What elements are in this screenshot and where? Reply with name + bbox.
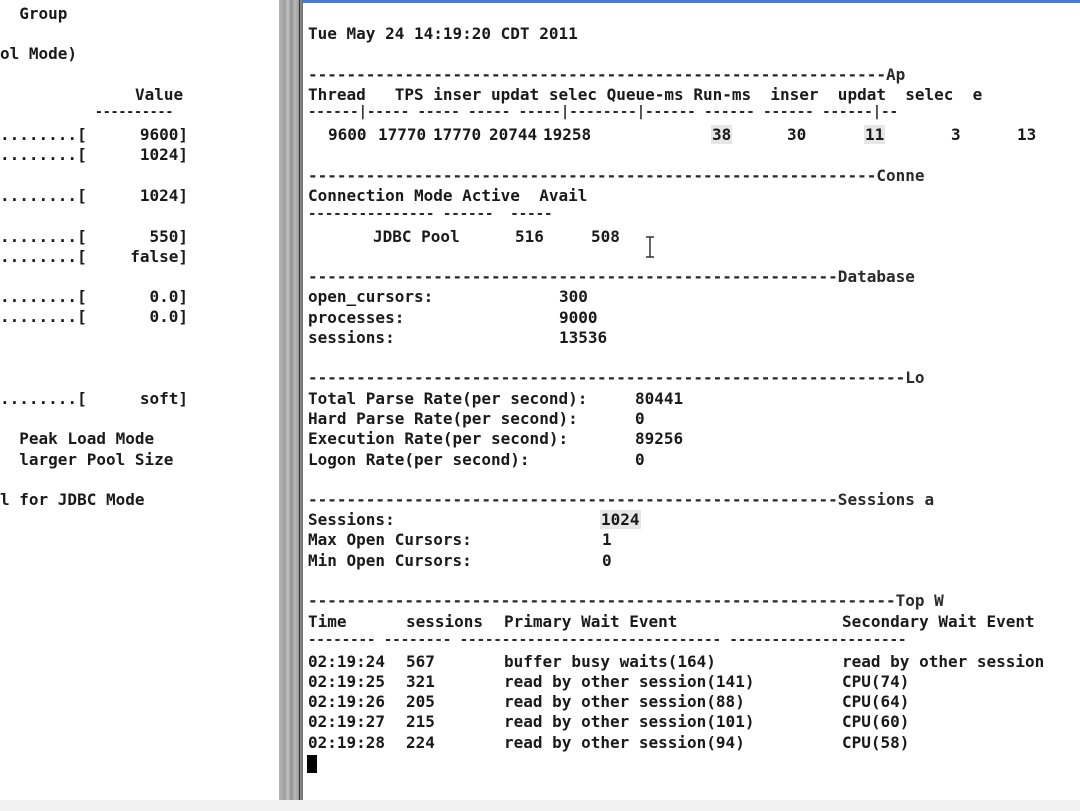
db-param-key: processes: <box>308 308 405 327</box>
top-row-sessions: 321 <box>406 672 435 691</box>
left-param-dots: ........[ <box>0 389 87 408</box>
splitter-line <box>299 0 300 800</box>
left-value-header: Value <box>135 85 184 104</box>
load-metric-key: Total Parse Rate(per second): <box>308 389 588 408</box>
left-param-dots: ........[ <box>0 125 87 144</box>
connection-active-value: 516 <box>515 227 544 246</box>
load-metric-key: Logon Rate(per second): <box>308 450 530 469</box>
left-param-dots: ........[ <box>0 287 87 306</box>
left-note-peak-load: Peak Load Mode <box>0 429 155 448</box>
top-table-separator: -------- -------- ------------------------------- --------------------- <box>308 632 907 648</box>
top-row-time: 02:19:25 <box>308 672 386 691</box>
top-row-primary: read by other session(94) <box>504 733 745 752</box>
left-param-dots: ........[ <box>0 186 87 205</box>
left-param-value: false] <box>130 247 188 266</box>
left-param-value: soft] <box>139 389 188 408</box>
top-row-primary: read by other session(101) <box>504 712 755 731</box>
timestamp: Tue May 24 14:19:20 CDT 2011 <box>308 24 578 43</box>
app-row-updat: 20744 <box>489 125 538 144</box>
top-row-secondary: CPU(74) <box>842 672 910 691</box>
top-header-secondary: Secondary Wait Event <box>842 612 1035 631</box>
connection-avail-value: 508 <box>591 227 620 246</box>
app-row-thread: 9600 <box>328 125 367 144</box>
db-param-key: open_cursors: <box>308 287 434 306</box>
top-wait-section-rule: -------------------------------------------------------------Top W <box>308 591 944 610</box>
left-param-dots: ........[ <box>0 247 87 266</box>
pane-splitter[interactable] <box>279 0 303 800</box>
top-row-secondary: CPU(64) <box>842 692 910 711</box>
app-row-tps: 17770 <box>378 125 427 144</box>
connection-section-rule: -----------------------------------------------------------Conne <box>308 166 925 185</box>
app-row-run-ms: 30 <box>787 125 807 144</box>
left-terminal-pane[interactable] <box>0 0 278 811</box>
app-row-inser: 17770 <box>433 125 482 144</box>
left-note-jdbc-mode: l for JDBC Mode <box>0 490 145 509</box>
top-row-sessions: 205 <box>406 692 435 711</box>
app-row-inser2: 11 <box>865 125 885 144</box>
load-metric-key: Execution Rate(per second): <box>308 429 569 448</box>
top-row-time: 02:19:26 <box>308 692 386 711</box>
left-note-pool-size: larger Pool Size <box>0 450 174 469</box>
left-value-rule: ---------- <box>95 105 174 120</box>
left-mode-label: ol Mode) <box>0 44 78 63</box>
app-row-selec2: 13 <box>1017 125 1037 144</box>
db-param-value: 9000 <box>559 308 598 327</box>
app-row-updat2: 3 <box>951 125 961 144</box>
left-param-value: 550] <box>149 227 188 246</box>
load-metric-key: Hard Parse Rate(per second): <box>308 409 578 428</box>
left-param-value: 0.0] <box>149 307 188 326</box>
top-row-primary: buffer busy waits(164) <box>504 652 716 671</box>
left-param-dots: ........[ <box>0 145 87 164</box>
left-group-label: Group <box>0 4 68 23</box>
app-section-rule: ------------------------------------------------------------Ap <box>308 65 906 84</box>
text-cursor-icon <box>644 235 656 259</box>
app-row-selec: 19258 <box>543 125 592 144</box>
top-row-time: 02:19:28 <box>308 733 386 752</box>
left-param-value: 1024] <box>139 186 188 205</box>
connection-table-header: Connection Mode Active Avail <box>308 186 588 205</box>
left-param-value: 1024] <box>139 145 188 164</box>
top-row-sessions: 215 <box>406 712 435 731</box>
load-section-rule: --------------------------------------------------------------Lo <box>308 368 925 387</box>
left-param-dots: ........[ <box>0 227 87 246</box>
top-header-primary: Primary Wait Event <box>504 612 678 631</box>
top-header-sessions: sessions <box>406 612 484 631</box>
app-table-header: Thread TPS inser updat selec Queue-ms Run-ms inser updat selec e <box>308 85 983 104</box>
top-row-time: 02:19:24 <box>308 652 386 671</box>
left-param-value: 0.0] <box>149 287 188 306</box>
db-param-key: sessions: <box>308 328 395 347</box>
left-param-value: 9600] <box>139 125 188 144</box>
session-stat-key: Max Open Cursors: <box>308 530 472 549</box>
database-section-rule: -------------------------------------------------------Database <box>308 267 915 286</box>
session-stat-key: Sessions: <box>308 510 395 529</box>
top-row-sessions: 567 <box>406 652 435 671</box>
session-stat-value: 1024 <box>601 510 640 529</box>
top-row-secondary: CPU(58) <box>842 733 910 752</box>
top-row-secondary: read by other session <box>842 652 1045 671</box>
top-row-primary: read by other session(141) <box>504 672 755 691</box>
session-stat-value: 0 <box>602 551 612 570</box>
top-header-time: Time <box>308 612 347 631</box>
db-param-value: 13536 <box>559 328 608 347</box>
load-metric-value: 80441 <box>635 389 684 408</box>
bottom-edge <box>0 800 1080 811</box>
top-row-secondary: CPU(60) <box>842 712 910 731</box>
db-param-value: 300 <box>559 287 588 306</box>
connection-mode-value: JDBC Pool <box>373 227 460 246</box>
top-row-time: 02:19:27 <box>308 712 386 731</box>
top-row-sessions: 224 <box>406 733 435 752</box>
load-metric-value: 89256 <box>635 429 684 448</box>
left-param-dots: ........[ <box>0 307 87 326</box>
top-row-primary: read by other session(88) <box>504 692 745 711</box>
session-stat-key: Min Open Cursors: <box>308 551 472 570</box>
sessions-section-rule: -------------------------------------------------------Sessions a <box>308 490 935 509</box>
load-metric-value: 0 <box>635 450 645 469</box>
app-table-separator: ------|----- ----- ----- -----|--------|------ ------ ------ ------|-- <box>308 104 899 120</box>
session-stat-value: 1 <box>602 530 612 549</box>
terminal-cursor <box>307 755 317 773</box>
connection-table-separator: --------------- ------ ----- <box>308 206 553 222</box>
right-terminal-pane[interactable] <box>303 0 1080 800</box>
app-row-queue-ms: 38 <box>712 125 732 144</box>
load-metric-value: 0 <box>635 409 645 428</box>
